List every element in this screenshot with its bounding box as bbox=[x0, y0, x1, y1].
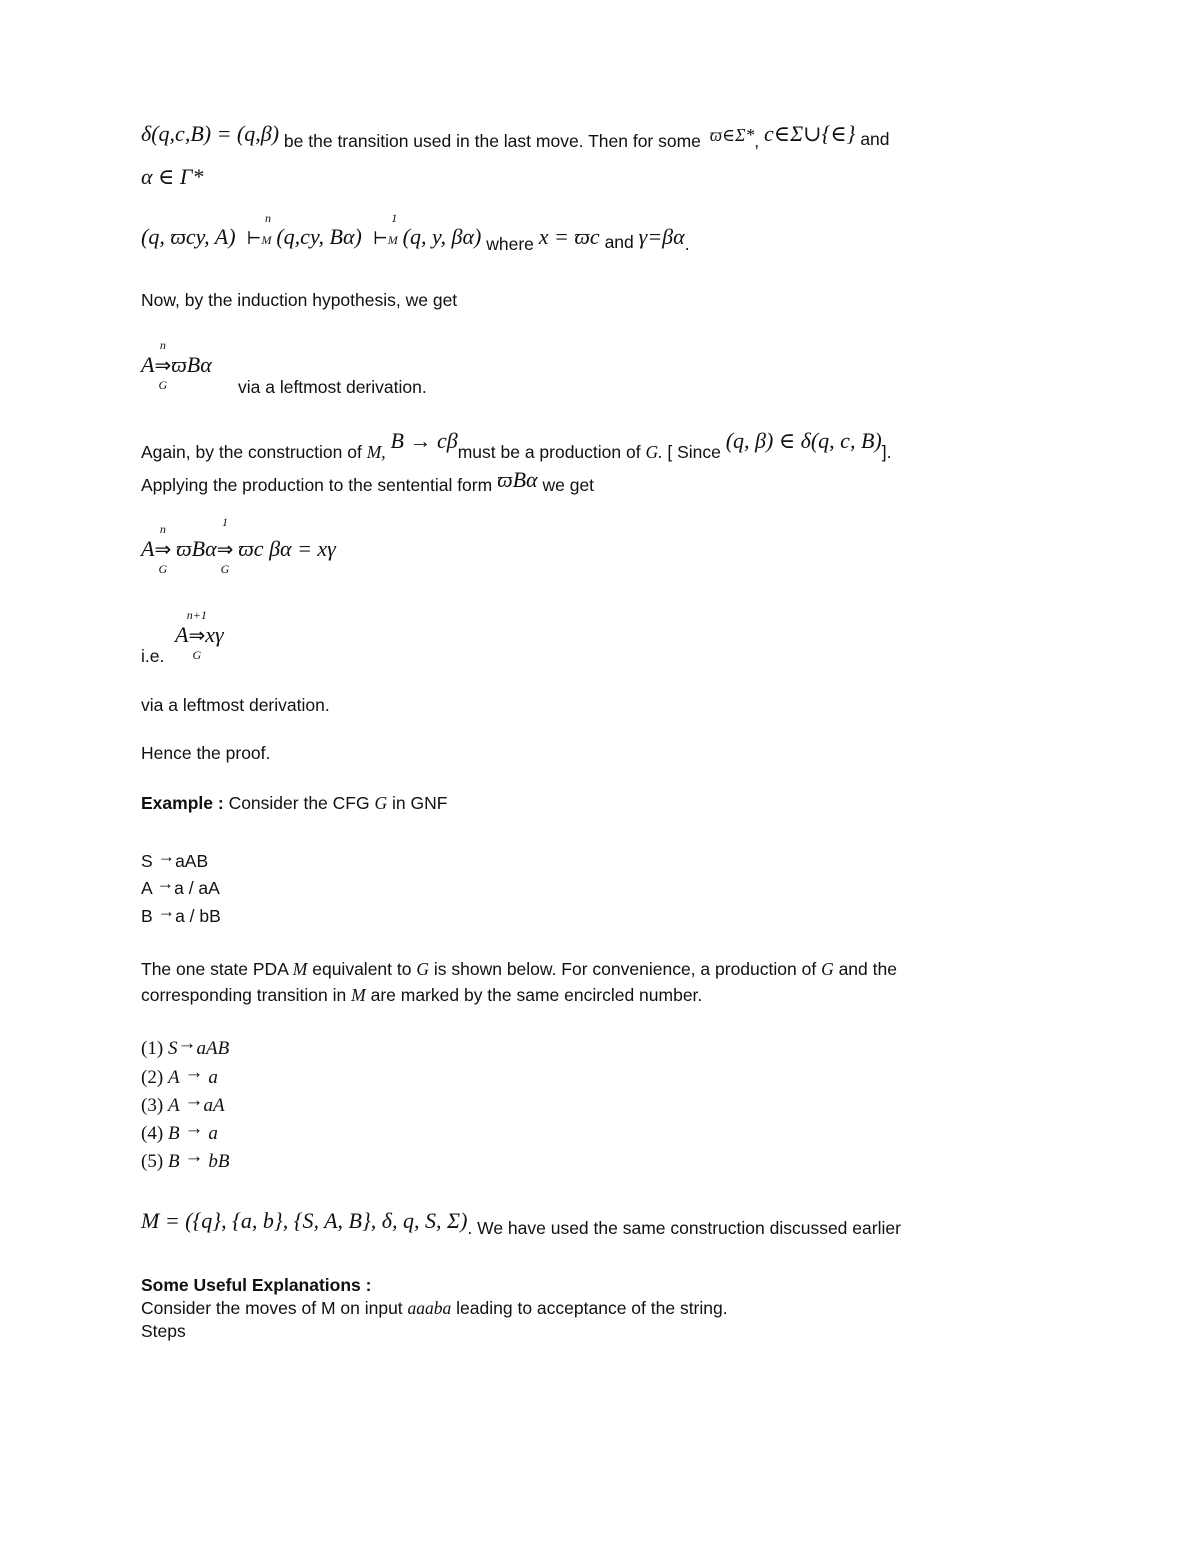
rule-rhs: aAB bbox=[175, 851, 209, 871]
config-left: (q, ϖcy, A) bbox=[141, 224, 236, 249]
sentence-text: are marked by the same encircled number. bbox=[370, 985, 703, 1005]
sentence-text: is shown below. For convenience, a production of bbox=[433, 959, 817, 979]
pda-sentence-line-1 bbox=[141, 958, 897, 980]
derives-superscript: n bbox=[159, 338, 166, 352]
arrow-icon: → bbox=[157, 901, 176, 921]
production-number: (2) bbox=[141, 1067, 164, 1088]
sentence-text: Consider the CFG bbox=[228, 793, 370, 813]
math-M: M, bbox=[366, 442, 386, 462]
arrow-icon: → bbox=[156, 873, 175, 893]
where-text: where bbox=[486, 234, 534, 254]
arrow-icon: → bbox=[184, 1118, 204, 1139]
hence-proof-text: Hence the proof. bbox=[141, 743, 271, 763]
example-heading: Example : bbox=[141, 793, 224, 813]
math-G: G bbox=[821, 959, 834, 979]
and-text: and bbox=[860, 129, 890, 149]
sentence-text: The one state PDA bbox=[141, 959, 288, 979]
production-lhs: A bbox=[168, 1067, 180, 1088]
sentence-text: Applying the production to the sentential form bbox=[141, 475, 493, 495]
derivation-rhs: xγ bbox=[205, 622, 224, 647]
config-right: (q, y, βα) bbox=[402, 224, 482, 249]
move-sequence-line bbox=[141, 211, 690, 254]
since-formula: (q, β) ∈ δ(q, c, B) bbox=[725, 428, 882, 453]
derivation-lhs: A bbox=[141, 536, 155, 561]
rule-rhs: a / aA bbox=[174, 878, 220, 898]
derivation-mid: ϖBα bbox=[176, 536, 217, 561]
double-arrow-icon: ⇒ bbox=[154, 353, 172, 377]
bracket-text: ]. bbox=[881, 442, 892, 462]
derivation-2 bbox=[141, 515, 336, 576]
sentence-text: corresponding transition in bbox=[141, 985, 347, 1005]
arrow-icon: → bbox=[184, 1090, 204, 1111]
derives-superscript: n+1 bbox=[186, 608, 207, 622]
production-item bbox=[141, 1118, 218, 1145]
period: . bbox=[684, 234, 690, 254]
sentence-text: Again, by the construction of bbox=[141, 442, 362, 462]
rule-lhs: B bbox=[141, 906, 153, 926]
sentence-text: be the transition used in the last move. Then for some bbox=[283, 131, 701, 151]
production-number: (5) bbox=[141, 1151, 164, 1172]
math-M: M bbox=[292, 959, 308, 979]
derives-n-plus-1-arrow bbox=[186, 608, 207, 662]
derives-n-arrow bbox=[154, 338, 172, 392]
leftmost-derivation-text: via a leftmost derivation. bbox=[141, 695, 330, 715]
production-lhs: S bbox=[168, 1038, 178, 1059]
derivation-1 bbox=[141, 338, 212, 392]
since-text: [ Since bbox=[667, 442, 721, 462]
derives-subscript: G bbox=[158, 562, 168, 576]
production-rhs: a bbox=[208, 1123, 218, 1144]
math-G: G bbox=[416, 959, 429, 979]
ie-label: i.e. bbox=[141, 646, 165, 666]
turnstile: ⊢ bbox=[372, 228, 388, 248]
consider-moves-line bbox=[141, 1297, 728, 1319]
production-number: (3) bbox=[141, 1095, 164, 1116]
rule-rhs: a / bB bbox=[175, 906, 221, 926]
production-formula: B → cβ bbox=[390, 428, 458, 453]
derives-subscript: G bbox=[220, 562, 230, 576]
delta-transition-formula: δ(q,c,B) = (q,β) bbox=[141, 121, 280, 146]
double-arrow-icon: ⇒ bbox=[188, 623, 206, 647]
alpha-line bbox=[141, 166, 203, 189]
sentence-text: equivalent to bbox=[312, 959, 412, 979]
production-item bbox=[141, 1090, 225, 1117]
production-rhs: aAB bbox=[196, 1038, 230, 1059]
production-rhs: aA bbox=[203, 1095, 225, 1116]
production-rhs: a bbox=[208, 1067, 218, 1088]
yields-1-symbol bbox=[372, 211, 398, 251]
we-get-text: we get bbox=[542, 475, 595, 495]
production-number: (4) bbox=[141, 1123, 164, 1144]
derives-subscript: G bbox=[158, 378, 168, 392]
arrow-icon: → bbox=[184, 1062, 204, 1083]
production-lhs: B bbox=[168, 1123, 180, 1144]
pda-tuple-formula: M = ({q}, {a, b}, {S, A, B}, δ, q, S, Σ) bbox=[141, 1208, 468, 1233]
steps-label: Steps bbox=[141, 1321, 186, 1341]
yields-subscript: M bbox=[261, 233, 272, 247]
and-text: and bbox=[604, 232, 634, 252]
induction-sentence: Now, by the induction hypothesis, we get bbox=[141, 290, 458, 310]
double-arrow-icon: ⇒ bbox=[154, 537, 172, 561]
sentence-text: in GNF bbox=[391, 793, 448, 813]
derivation-rhs: ϖc βα = xγ bbox=[238, 536, 336, 561]
applying-sentence bbox=[141, 467, 595, 495]
grammar-rule bbox=[141, 901, 221, 927]
construction-sentence bbox=[141, 428, 892, 462]
sentence-text: and the bbox=[838, 959, 897, 979]
arrow-icon: → bbox=[157, 846, 176, 866]
production-number: (1) bbox=[141, 1038, 164, 1059]
rule-lhs: S bbox=[141, 851, 153, 871]
derives-superscript: 1 bbox=[222, 515, 228, 529]
pda-definition-line bbox=[141, 1208, 901, 1238]
omega-formula: ϖ∈Σ* bbox=[709, 125, 755, 145]
c-formula: c∈Σ∪{∈} bbox=[764, 121, 856, 146]
production-lhs: A bbox=[168, 1095, 180, 1116]
derivation-lhs: A bbox=[141, 352, 155, 377]
leftmost-derivation-text: via a leftmost derivation. bbox=[238, 377, 427, 397]
grammar-rule bbox=[141, 846, 209, 872]
derives-subscript: G bbox=[192, 648, 202, 662]
sentence-text: Consider the moves of M on input bbox=[141, 1298, 403, 1318]
input-string: aaaba bbox=[407, 1298, 452, 1318]
alpha-formula: α ∈ Γ* bbox=[141, 164, 204, 189]
transition-sentence bbox=[141, 121, 890, 151]
yields-superscript: n bbox=[264, 211, 271, 225]
derivation-3 bbox=[175, 608, 224, 662]
math-G: G bbox=[374, 793, 388, 813]
double-arrow-icon: ⇒ bbox=[216, 537, 234, 561]
yields-n-symbol bbox=[246, 211, 272, 251]
sentence-text: leading to acceptance of the string. bbox=[456, 1298, 728, 1318]
production-item bbox=[141, 1033, 230, 1060]
math-G: G. bbox=[645, 442, 663, 462]
yields-superscript: 1 bbox=[391, 211, 398, 225]
production-item bbox=[141, 1146, 230, 1173]
production-rhs: bB bbox=[208, 1151, 230, 1172]
section-heading: Some Useful Explanations : bbox=[141, 1275, 372, 1295]
sentence-text: . We have used the same construction discussed earlier bbox=[467, 1218, 901, 1238]
production-lhs: B bbox=[168, 1151, 180, 1172]
pda-sentence-line-2 bbox=[141, 984, 702, 1006]
rule-lhs: A bbox=[141, 878, 152, 898]
derives-n-arrow bbox=[154, 522, 172, 576]
x-definition: x = ϖc bbox=[538, 224, 600, 249]
math-M: M bbox=[351, 985, 366, 1005]
useful-heading bbox=[141, 1274, 371, 1296]
production-item bbox=[141, 1062, 218, 1089]
turnstile: ⊢ bbox=[246, 228, 262, 248]
arrow-icon: → bbox=[184, 1146, 204, 1167]
derivation-lhs: A bbox=[175, 622, 189, 647]
yields-subscript: M bbox=[387, 233, 398, 247]
derivation-rhs: ϖBα bbox=[171, 352, 212, 377]
arrow-icon: → bbox=[177, 1033, 197, 1054]
gamma-definition: γ=βα bbox=[638, 224, 685, 249]
sentence-text: must be a production of bbox=[457, 442, 641, 462]
comma: , bbox=[754, 131, 760, 151]
grammar-rule bbox=[141, 873, 220, 899]
sentential-form: ϖBα bbox=[497, 467, 538, 492]
example-line bbox=[141, 792, 447, 814]
derives-superscript: n bbox=[159, 522, 166, 536]
config-mid: (q,cy, Bα) bbox=[276, 224, 362, 249]
derives-1-arrow bbox=[216, 515, 234, 576]
